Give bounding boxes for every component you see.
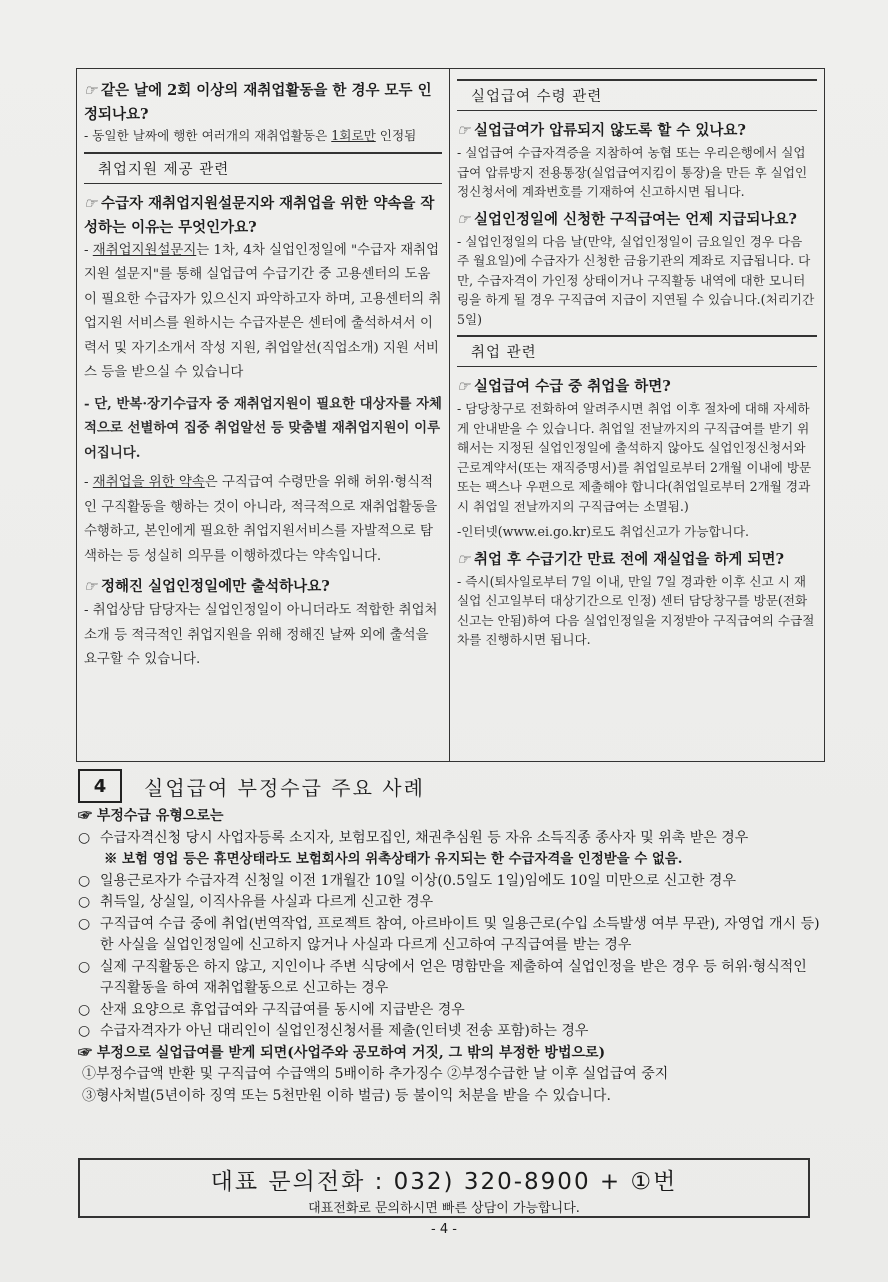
section-fraud-cases xyxy=(78,768,824,1107)
pointing-hand-icon: ☞ xyxy=(84,195,97,212)
question-multiple-activities: ☞ 같은 날에 2회 이상의 재취업활동을 한 경우 모두 인정되나요? xyxy=(84,82,432,123)
list-item: ○ 구직급여 수급 중에 취업(번역작업, 프로젝트 참여, 아르바이트 및 일용근로(수입 소득발생 여부 무관), 자영업 개시 등)한 사실을 실업인정일에 신고하지 않거나 사실과 다르게 신고하여 구직급여를 받는 경우 xyxy=(78,915,820,953)
pointing-hand-icon: ☞ xyxy=(457,123,470,139)
left-column xyxy=(76,68,450,762)
penalty-line-1: ①부정수급액 반환 및 구직급여 수급액의 5배이하 추가징수 ②부정수급한 날 이후 실업급여 중지 xyxy=(82,1066,669,1082)
pointing-hand-icon: ☞ xyxy=(457,551,470,568)
question-employed-during: ☞ 실업급여 수급 중 취업을 하면? xyxy=(457,378,671,395)
list-item: ○ 산재 요양으로 휴업급여와 구직급여를 동시에 지급받은 경우 xyxy=(78,1001,465,1018)
pointing-hand-icon: ☞ xyxy=(84,83,97,99)
list-item: ○ 일용근로자가 수급자격 신청일 이전 1개월간 10일 이상(0.5일도 1일)임에도 10일 미만으로 신고한 경우 xyxy=(78,872,736,889)
right-column xyxy=(449,68,825,762)
answer-employed-during: - 담당창구로 전화하여 알려주시면 취업 이후 절차에 대해 자세하게 안내받을 수 있습니다. 취업일 전날까지의 구직급여를 받기 위해서는 지정된 실업인정일에 출석하지 않아도 실업인정신청서와 근로계약서(또는 재직증명서)를 취업일로부터 2개월 이내에 방문 또는 팩스나 우편으로 제출해야 합니다(취업일로부터 2개월 경과 시 취업일 전날까지의 구직급여는 소멸됨.) xyxy=(457,401,812,514)
section-number: 4 xyxy=(78,769,122,803)
answer-repeat-recipients: - 단, 반복·장기수급자 중 재취업지원이 필요한 대상자를 자체적으로 선별하여 집중 취업알선 등 맞춤별 재취업지원이 이루어집니다. xyxy=(84,395,442,461)
question-attendance: ☞ 정해진 실업인정일에만 출석하나요? xyxy=(84,578,330,595)
list-item: ○ 수급자격신청 당시 사업자등록 소지자, 보험모집인, 채권추심원 등 자유 소득직종 종사자 및 위촉 받은 경우 xyxy=(78,829,749,846)
fraud-list xyxy=(78,806,824,1107)
answer-reemployment-promise: - 재취업을 위한 약속은 구직급여 수령만을 위해 허위·형식적인 구직활동을 행하는 것이 아니라, 적극적으로 재취업활동을 수행하고, 본인에게 필요한 취업지원서비스를 자발적으로 탐색하는 등 성실히 의무를 이행하겠다는 약속입니다. xyxy=(84,475,438,564)
insurance-note: ※ 보험 영업 등은 휴면상태라도 보험회사의 위촉상태가 유지되는 한 수급자격을 인정받을 수 없음. xyxy=(104,851,683,867)
answer-survey-purpose: - 재취업지원설문지는 1차, 4차 실업인정일에 "수급자 재취업지원 설문지"를 통해 실업급여 수급기간 중 고용센터의 도움이 필요한 수급자가 있으신지 파악하고자 하며, 고용센터의 취업지원 서비스를 원하시는 수급자분은 센터에 출석하셔서 이력서 및 자기소개서 작성 지원, 취업알선(직업소개) 지원 서비스 등을 받으실 수 있습니다 xyxy=(84,242,442,380)
question-payment-date: ☞ 실업인정일에 신청한 구직급여는 언제 지급되나요? xyxy=(457,210,797,228)
contact-subtext: 대표전화로 문의하시면 빠른 상담이 가능합니다. xyxy=(308,1201,580,1216)
answer-multiple-activities: - 동일한 날짜에 행한 여러개의 재취업활동은 1회로만 인정됨 xyxy=(84,128,417,143)
penalty-line-2: ③형사처벌(5년이하 징역 또는 5천만원 이하 벌금) 등 불이익 처분을 받을 수 있습니다. xyxy=(82,1087,611,1104)
pointing-hand-icon: ☞ xyxy=(84,579,97,595)
answer-attendance: - 취업상담 담당자는 실업인정일이 아니더라도 적합한 취업처 소개 등 적극적인 취업지원을 위해 정해진 날짜 외에 출석을 요구할 수 있습니다. xyxy=(84,603,438,667)
question-survey-purpose: ☞ 수급자 재취업지원설문지와 재취업을 위한 약속을 작성하는 이유는 무엇인가요? xyxy=(84,194,435,236)
section-heading-employment: 취업 관련 xyxy=(457,335,817,367)
pointing-hand-icon: ☞ xyxy=(457,379,470,395)
list-item: ○ 수급자격자가 아닌 대리인이 실업인정신청서를 제출(인터넷 전송 포함)하는 경우 xyxy=(78,1023,589,1039)
answer-internet-report: -인터넷(www.ei.go.kr)로도 취업신고가 가능합니다. xyxy=(457,524,749,539)
answer-payment-date: - 실업인정일의 다음 날(만약, 실업인정일이 금요일인 경우 다음 주 월요일)에 수급자가 신청한 금융기관의 계좌로 지급됩니다. 다만, 수급자격이 가인정 상태이거나 구직활동 내역에 대한 모니터링을 하게 될 경우 구직급여 지급이 지연될 수 있습니다.(처리기간 5일) xyxy=(457,233,815,327)
question-seizure: ☞ 실업급여가 압류되지 않도록 할 수 있나요? xyxy=(457,122,746,139)
penalty-heading: ☞ 부정으로 실업급여를 받게 되면(사업주와 공모하여 거짓, 그 밖의 부정한 방법으로) xyxy=(78,1044,606,1061)
section-heading-benefit-receipt: 실업급여 수령 관련 xyxy=(457,79,817,111)
section-title: 실업급여 부정수급 주요 사례 xyxy=(144,775,425,800)
pointing-hand-icon: ☞ xyxy=(457,211,470,228)
list-item: ○ 실제 구직활동은 하지 않고, 지인이나 주변 식당에서 얻은 명함만을 제출하여 실업인정을 받은 경우 등 허위·형식적인 구직활동을 하여 재취업활동으로 신고하는 경우 xyxy=(78,958,807,996)
page-number: - 4 - xyxy=(431,1222,457,1237)
answer-seizure: - 실업급여 수급자격증을 지참하여 농협 또는 우리은행에서 실업급여 압류방지 전용통장(실업급여지킴이 통장)을 만든 후 실업인정신청서에 계좌번호를 기재하여 신고하시면 됩니다. xyxy=(457,145,808,199)
list-item: ○ 취득일, 상실일, 이직사유를 사실과 다르게 신고한 경우 xyxy=(78,894,434,910)
contact-box xyxy=(78,1158,810,1218)
answer-reunemployment: - 즉시(퇴사일로부터 7일 이내, 만일 7일 경과한 이후 신고 시 재실업 신고일부터 대상기간으로 인정) 센터 담당창구를 방문(전화신고는 안됨)하여 다음 실업인정일을 지정받아 구직급여의 수급절차를 진행하시면 됩니다. xyxy=(457,573,815,647)
fraud-types-heading: ☞ 부정수급 유형으로는 xyxy=(78,808,224,824)
section-heading-employment-support: 취업지원 제공 관련 xyxy=(84,152,442,184)
question-reunemployment: ☞ 취업 후 수급기간 만료 전에 재실업을 하게 되면? xyxy=(457,550,784,568)
contact-phone: 대표 문의전화 : 032) 320-8900 + ①번 xyxy=(210,1169,678,1195)
